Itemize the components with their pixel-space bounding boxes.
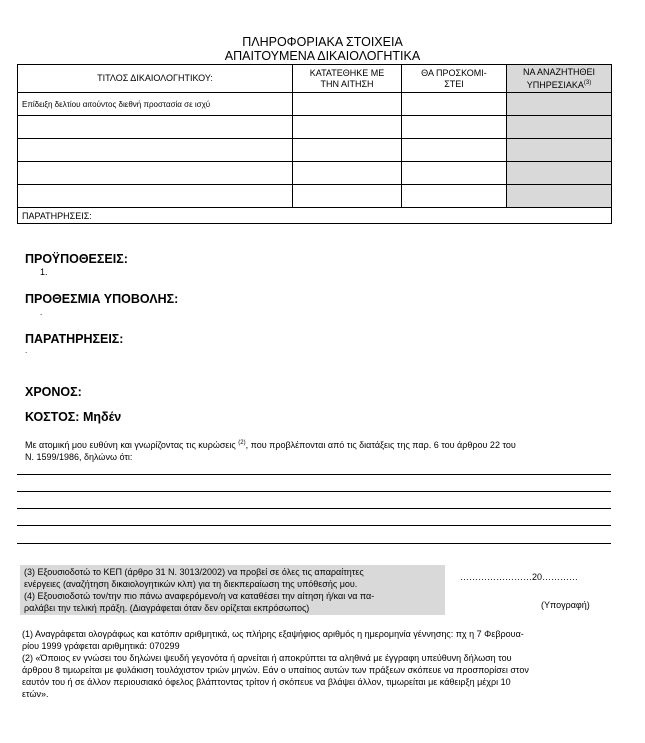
table-cell[interactable] [402, 139, 507, 162]
table-cell[interactable] [507, 185, 612, 208]
table-cell[interactable] [402, 185, 507, 208]
remarks-value: . [25, 346, 28, 355]
table-cell[interactable] [293, 139, 402, 162]
table-cell[interactable] [402, 93, 507, 116]
table-row [18, 162, 612, 185]
documents-table [17, 64, 612, 224]
header-document-title: ΤΙΤΛΟΣ ΔΙΚΑΙΟΛΟΓΗΤΙΚΟΥ: [18, 65, 293, 93]
time-heading: ΧΡΟΝΟΣ: [25, 385, 82, 399]
declaration-line[interactable] [17, 543, 611, 544]
signature-label: (Υπογραφή) [541, 600, 590, 610]
table-remarks-row [18, 208, 612, 224]
table-remarks-label[interactable]: ΠΑΡΑΤΗΡΗΣΕΙΣ: [18, 208, 612, 224]
table-cell[interactable] [18, 139, 293, 162]
cost-heading: ΚΟΣΤΟΣ: Μηδέν [25, 410, 122, 424]
declaration-line[interactable] [17, 508, 611, 509]
document-title: ΠΛΗΡΟΦΟΡΙΑΚΑ ΣΤΟΙΧΕΙΑ [242, 35, 403, 49]
table-cell[interactable] [293, 185, 402, 208]
declaration-line[interactable] [17, 474, 611, 475]
table-cell[interactable] [293, 93, 402, 116]
remarks-heading: ΠΑΡΑΤΗΡΗΣΕΙΣ: [25, 332, 124, 346]
table-cell[interactable] [402, 116, 507, 139]
table-cell[interactable] [18, 116, 293, 139]
table-cell[interactable] [507, 162, 612, 185]
table-row [18, 185, 612, 208]
table-cell[interactable] [507, 116, 612, 139]
declaration-line[interactable] [17, 491, 611, 492]
signature-date[interactable]: ……………………20………… [460, 572, 579, 582]
table-row [18, 116, 612, 139]
prerequisites-heading: ΠΡΟΫΠΟΘΕΣΕΙΣ: [25, 252, 128, 266]
footnote-2: (2) «Όποιος εν γνώσει του δηλώνει ψευδή γεγονότα ή αρνείται ή αποκρύπτει τα αληθινά με έγγραφη υπεύθυνη δήλωση του άρθρου 8 τιμωρείται με φυλάκιση τουλάχιστον τριών μηνών. Εάν ο υπαίτιος αυτών των πράξεων σκόπευε να προσπορίσει στον εαυτόν του ή σε άλλον περιουσιακό όφελος βλάπτοντας τρίτον ή σκόπευε να βλάψει άλλον, τιμωρείται με κάθειρξη μέχρι 10 ετών». [22, 653, 529, 699]
prerequisites-item: 1. [40, 267, 48, 277]
table-cell[interactable] [293, 116, 402, 139]
row-document-name: Επίδειξη δελτίου αιτούντος διεθνή προστασία σε ισχύ [18, 93, 293, 116]
document-subtitle: ΑΠΑΙΤΟΥΜΕΝΑ ΔΙΚΑΙΟΛΟΓΗΤΙΚΑ [224, 49, 421, 63]
table-cell[interactable] [293, 162, 402, 185]
declaration-text: Με ατομική μου ευθύνη και γνωρίζοντας τις κυρώσεις $^{(2)}$, που προβλέπονται από τις διατάξεις της παρ. 6 του άρθρου 22 του Ν. 1599/1986, δηλώνω ότι: [25, 440, 516, 462]
table-row [18, 139, 612, 162]
header-to-provide: ΘΑ ΠΡΟΣΚΟΜΙ- ΣΤΕΙ [402, 65, 507, 93]
footnote-1: (1) Αναγράφεται ολογράφως και κατόπιν αριθμητικά, ως πλήρης εξαψήφιος αριθμός η ημερομηνία γέννησης: πχ η 7 Φεβρουα- ρίου 1999 γράφεται αριθμητικά: 070299 [22, 629, 524, 651]
header-submitted: ΚΑΤΑΤΕΘΗΚΕ ΜΕ ΤΗΝ ΑΙΤΗΣΗ [293, 65, 402, 93]
table-cell[interactable] [507, 93, 612, 116]
declaration-line[interactable] [17, 525, 611, 526]
deadline-heading: ΠΡΟΘΕΣΜΙΑ ΥΠΟΒΟΛΗΣ: [25, 292, 179, 306]
authorization-notes: (3) Εξουσιοδοτώ το ΚΕΠ (άρθρο 31 Ν. 3013/2002) να προβεί σε όλες τις απαραίτητες ενέργειες (αναζήτηση δικαιολογητικών κλπ) για τη διεκπεραίωση της υπόθεσής μου. (4) Εξουσιοδοτώ τον/την πιο πάνω αναφερόμενο/η να καταθέσει την αίτηση ή/και να πα- ραλάβει την τελική πράξη. (Διαγράφεται όταν δεν ορίζεται εκπρόσωπος) [24, 567, 375, 613]
deadline-value: . [40, 308, 43, 317]
table-cell[interactable] [507, 139, 612, 162]
table-cell[interactable] [18, 185, 293, 208]
table-cell[interactable] [18, 162, 293, 185]
footnotes [22, 628, 622, 700]
header-to-retrieve: ΝΑ ΑΝΑΖΗΤΗΘΕΙ ΥΠΗΡΕΣΙΑΚΑ$^{(3)}$ [507, 65, 612, 93]
table-row [18, 93, 612, 116]
table-header-row [18, 65, 612, 93]
table-cell[interactable] [402, 162, 507, 185]
